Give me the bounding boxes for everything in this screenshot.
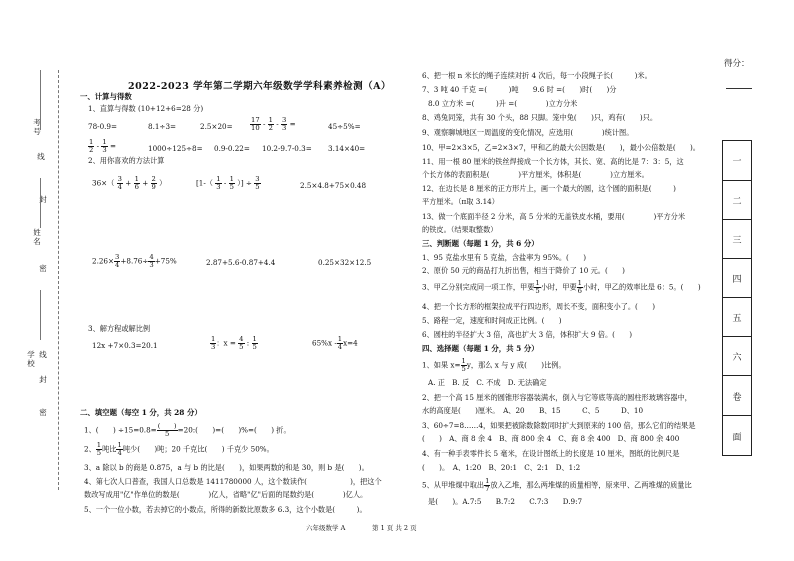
score-cell: 三 (723, 219, 751, 259)
fill-question: 7、3 吨 40 千克 =( )吨 9.6 时 =( )时( )分 (422, 85, 617, 94)
choice-question: ( ) A、商 8 余 4 B、商 800 余 4 C、商 8 余 400 D、商 800 余 400 (422, 434, 680, 443)
binding-label-school: 学校 (27, 350, 35, 368)
score-cell: 四 (723, 258, 751, 298)
judge-question: 3、甲乙分别完成同一项工作，甲要 $\frac{1}{5}$ 小时，甲要 $\frac{1}{6}$ 小时，甲乙的效率比是 6：5。( ) (422, 279, 701, 295)
binding-label-exam-no: 考号 (33, 118, 41, 136)
question-text: 3、解方程或解比例 (88, 324, 151, 333)
calc-item: 8.1÷3= (148, 122, 177, 131)
choice-question: 2、把一个高 15 厘米的圆锥形容器装满水，倒入与它等底等高的圆柱形玻璃容器中， (422, 393, 692, 402)
score-label: 得分： (724, 59, 750, 69)
binding-dash-line (58, 70, 59, 490)
binding-field-line (40, 70, 41, 130)
calc-item-fraction: [1-（ $\frac{1}{3}$ - $\frac{1}{5}$ ）] ÷ $\frac{3}{5}$ (196, 175, 260, 191)
score-table (722, 140, 752, 456)
choice-question: 3、60÷7=8……4，如果把被除数除数同时扩大到原来的 100 倍，那么它们的结果是 (422, 421, 696, 430)
judge-question: 5、路程一定，速度和时间成正比例。( ) (422, 316, 562, 325)
calc-item: 45÷5%= (328, 122, 361, 131)
calc-item: 0.25×32×12.5 (318, 258, 372, 267)
calc-item-fraction: 36×（ $\frac{3}{4}$ + $\frac{1}{6}$ + $\frac{2}{9}$ ） (92, 175, 167, 191)
fill-question: 8、鸡兔同笼，共有 30 个头，88 只脚。笼中兔( )只，鸡有( )只。 (422, 113, 658, 122)
question-text: 2、用你喜欢的方法计算 (88, 156, 165, 165)
judge-question: 1、95 克盐水里有 5 克盐，含盐率为 95%。( ) (422, 253, 587, 262)
score-cell: 六 (723, 336, 751, 376)
score-cell: 一 (732, 157, 742, 167)
fill-question: 5、一个一位小数，若去掉它的小数点，所得的新数比原数多 6.3，这个小数是( )。 (84, 505, 367, 514)
choice-question: 水的高度是( )厘米。 A、20 B、15 C、5 D、10 (422, 406, 644, 415)
calc-item: 1000÷125÷8= (148, 144, 203, 153)
judge-question: 4、把一个长方形的框架拉成平行四边形，周长不变，面积变小了。( ) (422, 302, 655, 311)
equation-item-fraction: $\frac{1}{3}$ ：x = $\frac{4}{5}$ : $\frac{1}{5}$ (211, 335, 257, 351)
calc-item-fraction: $\frac{1}{2}$ - $\frac{1}{3}$ = (89, 138, 116, 154)
binding-field-line (40, 290, 41, 340)
fill-question: 12、在边长是 8 厘米的正方形片上，画一个最大的圆，这个圆的面积是( ) (422, 184, 676, 193)
section-heading: 二、填空题（每空 1 分，共 28 分） (80, 408, 202, 417)
judge-question: 6、圆柱的半径扩大 3 倍，高也扩大 3 倍，体积扩大 9 倍。( ) (422, 330, 633, 339)
calc-item: 3.14×40= (328, 144, 366, 153)
calc-item: 2.5×4.8+75×0.48 (300, 181, 367, 190)
fill-question: 10、甲=2×3×5，乙=2×3×7，甲和乙的最大公因数是( )，最小公倍数是( )。 (422, 143, 700, 152)
calc-item: 78-0.9= (88, 122, 118, 131)
binding-mark-seal: 封 (39, 375, 47, 384)
calc-item-fraction: 2.26× $\frac{3}{4}$ +8.76÷ $\frac{4}{3}$ +75% (92, 253, 177, 269)
fill-question: 11、用一根 80 厘米的铁丝焊接成一个长方体，其长、宽、高的比是 7：3：5，这 (422, 157, 684, 166)
footer-page: 第 1 页 共 2 页 (372, 524, 417, 532)
score-underline (726, 88, 752, 89)
choice-question: ( )。 A、1:20 B、20:1 C、2:1 D、1:2 (422, 463, 581, 472)
score-cell: 卷 (723, 375, 751, 416)
binding-mark-seal: 封 (39, 195, 47, 204)
calc-item-fraction: $\frac{17}{10}$ - $\frac{1}{2}$ - $\frac{3}{3}$ = (251, 116, 296, 132)
choice-options: A. 正 B. 反 C. 不成 D. 无法确定 (428, 378, 547, 387)
fill-question: 6、把一根 n 米长的绳子连续对折 4 次后，每一小段绳子长( )米。 (422, 71, 652, 80)
binding-mark-line: 线 (39, 350, 47, 359)
binding-mark-line: 线 (37, 152, 45, 161)
score-cell: 面 (723, 415, 751, 456)
judge-question: 2、原价 50 元的商品打九折出售，相当于降价了 10 元。( ) (422, 266, 625, 275)
choice-question: 是( )。A.7:5 B.7:2 C.7:3 D.9:7 (428, 497, 583, 506)
score-cell: 五 (723, 297, 751, 337)
equation-item-fraction: 65%x - $\frac{1}{4}$ x=4 (312, 335, 358, 351)
binding-field-line (40, 178, 41, 228)
choice-question: 1、如果 x= $\frac{1}{5}$ y，那么 x 与 y 成( )比例。 (422, 357, 566, 373)
equation-item: 12x +7×0.3=20.1 (92, 341, 158, 350)
fill-question: 13、做一个底面半径 2 分米，高 5 分米的无盖铁皮水桶，要用( )平方分米 (422, 212, 686, 221)
binding-label-name: 姓名 (33, 228, 41, 246)
calc-item: 0.9-0.22= (214, 144, 250, 153)
fill-question: 数改写成用"亿"作单位的数是( )亿人，省略"亿"后面的尾数约是( )亿人。 (84, 490, 368, 499)
footer-subject: 六年级数学 A (306, 524, 346, 532)
section-heading: 四、选择题（每题 1 分，共 5 分） (422, 344, 539, 353)
calc-item: 2.5×20= (200, 122, 233, 131)
fill-question: 1、( ) ÷15=0.8= $\frac{( )}{5}$ =20:( )=( )%=( ) 折。 (84, 422, 291, 438)
choice-question: 4、有一种手表零件长 5 毫米，在设计图纸上的长度是 10 厘米，图纸的比例尺是 (422, 449, 680, 458)
binding-mark-secret: 密 (39, 264, 47, 273)
fill-question: 8.0 立方米 =( )升 =( )立方分米 (428, 99, 578, 108)
score-cell: 二 (723, 180, 751, 220)
fill-question: 2、 $\frac{1}{5}$ 吨比 $\frac{1}{4}$ 吨少( )吨；20 千克比( ) 千克少 50%。 (84, 441, 274, 457)
fill-question: 3、a 除以 b 的商是 0.875，a 与 b 的比是( )，如果两数的和是 30，则 b 是( )。 (84, 463, 369, 472)
choice-question: 5、从甲堆煤中取出 $\frac{1}{7}$ 放入乙堆，那么两堆煤的质量相等，原来甲、乙两堆煤的质量比 (422, 477, 692, 493)
question-text: 1、直算与得数 (10+12+6=28 分) (88, 104, 204, 113)
fill-question: 平方厘米。（π取 3.14） (422, 197, 499, 206)
fill-question: 4、第七次人口普查，我国人口总数是 1411780000 人，这个数读作( )，把这个 (84, 477, 382, 486)
fill-question: 个长方体的表面积是( )平方厘米，体积是( )立方厘米。 (422, 170, 649, 179)
fill-question: 的铁皮。（结果取整数） (422, 225, 498, 234)
calc-item: 2.87+5.6-0.87+4.4 (206, 258, 276, 267)
section-heading: 三、判断题（每题 1 分，共 6 分） (422, 239, 539, 248)
calc-item: 10.2-9.7-0.3= (262, 144, 312, 153)
fill-question: 9、观察聊城地区一周温度的变化情况，应选用( )统计图。 (422, 128, 634, 137)
binding-mark-secret: 密 (39, 408, 47, 417)
exam-title: 2022-2023 学年第二学期六年级数学学科素养检测（A） (128, 81, 392, 92)
section-heading: 一、计算与得数 (80, 92, 132, 101)
